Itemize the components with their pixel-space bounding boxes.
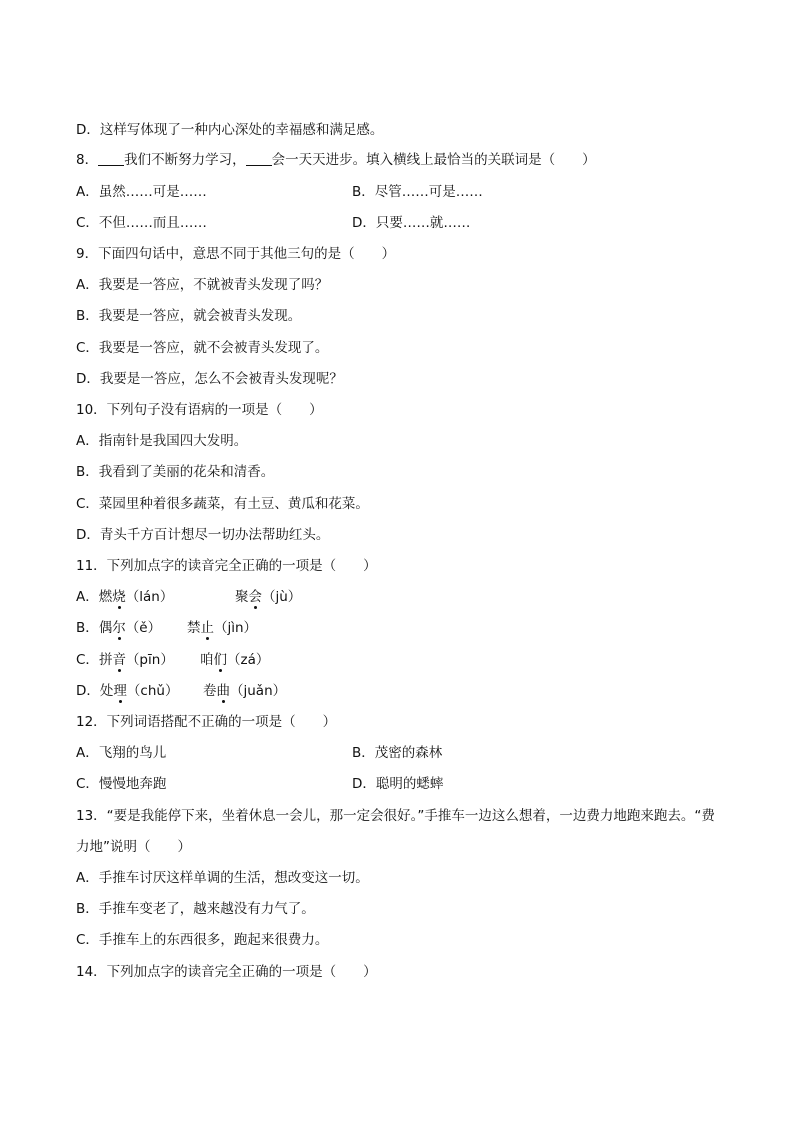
q8-stem-part1: 我们不断努力学习， <box>124 152 246 168</box>
dotted-char: 理 <box>113 683 127 699</box>
word-char: 禁 <box>187 620 201 636</box>
q14-stem: 14．下列加点字的读音完全正确的一项是（ ） <box>76 964 377 980</box>
pinyin: （jìn） <box>214 620 258 636</box>
q9-option-c: C．我要是一答应，就不会被青头发现了。 <box>76 340 329 356</box>
q11-option-b <box>76 618 161 638</box>
pinyin: （pīn） <box>125 652 174 668</box>
q13-stem: 13．“要是我能停下来，坐着休息一会儿，那一定会很好。”手推车一边这么想着，一边费力地跑来跑去。“费力地”说明（ ） <box>76 808 715 855</box>
pinyin: （jù） <box>262 589 302 605</box>
q8-blank-2 <box>246 151 272 166</box>
dotted-char: 止 <box>200 620 214 636</box>
pinyin: （lán） <box>125 589 174 605</box>
pinyin: （chǔ） <box>126 683 179 699</box>
q11-stem: 11．下列加点字的读音完全正确的一项是（ ） <box>76 558 377 574</box>
q10-option-b: B．我看到了美丽的花朵和清香。 <box>76 464 275 480</box>
word-char: 燃 <box>98 589 113 605</box>
word-char: 处 <box>99 683 114 699</box>
q8-number: 8． <box>76 152 99 168</box>
q11-option-a <box>76 587 173 607</box>
q13-option-a: A．手推车讨厌这样单调的生活，想改变这一切。 <box>76 870 369 886</box>
option-label: D． <box>76 683 100 699</box>
word-char: 聚 <box>235 589 249 605</box>
dotted-char: 会 <box>248 589 262 605</box>
q9-option-b: B．我要是一答应，就会被青头发现。 <box>76 308 302 324</box>
pinyin: （zá） <box>227 652 270 668</box>
option-label: B． <box>76 620 99 636</box>
q9-stem: 9．下面四句话中，意思不同于其他三句的是（ ） <box>76 246 396 262</box>
q12-option-b: B．茂密的森林 <box>352 745 443 761</box>
q11-option-a-word2 <box>235 587 301 607</box>
q8-blank-1 <box>98 151 124 166</box>
q9-option-d: D．我要是一答应，怎么不会被青头发现呢？ <box>76 371 343 387</box>
q9-option-a: A．我要是一答应，不就被青头发现了吗？ <box>76 277 329 293</box>
dotted-char: 尔 <box>112 620 126 636</box>
dotted-char: 们 <box>213 652 227 668</box>
q12-option-a: A．飞翔的鸟儿 <box>76 745 167 761</box>
pinyin: （ě） <box>125 620 162 636</box>
q8-stem <box>76 150 596 170</box>
dotted-char: 曲 <box>216 683 230 699</box>
q10-option-d: D．青头千方百计想尽一切办法帮助红头。 <box>76 527 330 543</box>
word-char: 咱 <box>200 652 214 668</box>
word-char: 卷 <box>203 683 217 699</box>
q12-option-d: D．聪明的蟋蟀 <box>352 776 444 792</box>
q11-option-c <box>76 650 174 670</box>
q10-option-c: C．菜园里种着很多蔬菜，有土豆、黄瓜和花菜。 <box>76 496 369 512</box>
option-label: A． <box>76 589 99 605</box>
q8-option-a: A．虽然……可是…… <box>76 184 207 200</box>
q8-option-b: B．尽管……可是…… <box>352 184 483 200</box>
dotted-char: 烧 <box>112 589 126 605</box>
q13-option-c: C．手推车上的东西很多，跑起来很费力。 <box>76 932 329 948</box>
q7-option-d: D．这样写体现了一种内心深处的幸福感和满足感。 <box>76 122 384 138</box>
word-char: 偶 <box>98 620 113 636</box>
q12-stem: 12．下列词语搭配不正确的一项是（ ） <box>76 714 337 730</box>
q12-option-c: C．慢慢地奔跑 <box>76 776 167 792</box>
dotted-char: 音 <box>112 652 126 668</box>
q11-option-d <box>76 681 178 701</box>
q11-option-b-word2 <box>187 618 257 638</box>
q8-option-c: C．不但……而且…… <box>76 215 207 231</box>
q8-stem-part2: 会一天天进步。填入横线上最恰当的关联词是（ ） <box>271 152 596 168</box>
pinyin: （juǎn） <box>230 683 287 699</box>
q10-option-a: A．指南针是我国四大发明。 <box>76 433 248 449</box>
q13-option-b: B．手推车变老了，越来越没有力气了。 <box>76 901 315 917</box>
q8-option-d: D．只要……就…… <box>352 215 471 231</box>
q11-option-d-word2 <box>203 681 286 701</box>
option-label: C． <box>76 652 99 668</box>
q10-stem: 10．下列句子没有语病的一项是（ ） <box>76 402 323 418</box>
q11-option-c-word2 <box>200 650 269 670</box>
word-char: 拼 <box>98 652 113 668</box>
